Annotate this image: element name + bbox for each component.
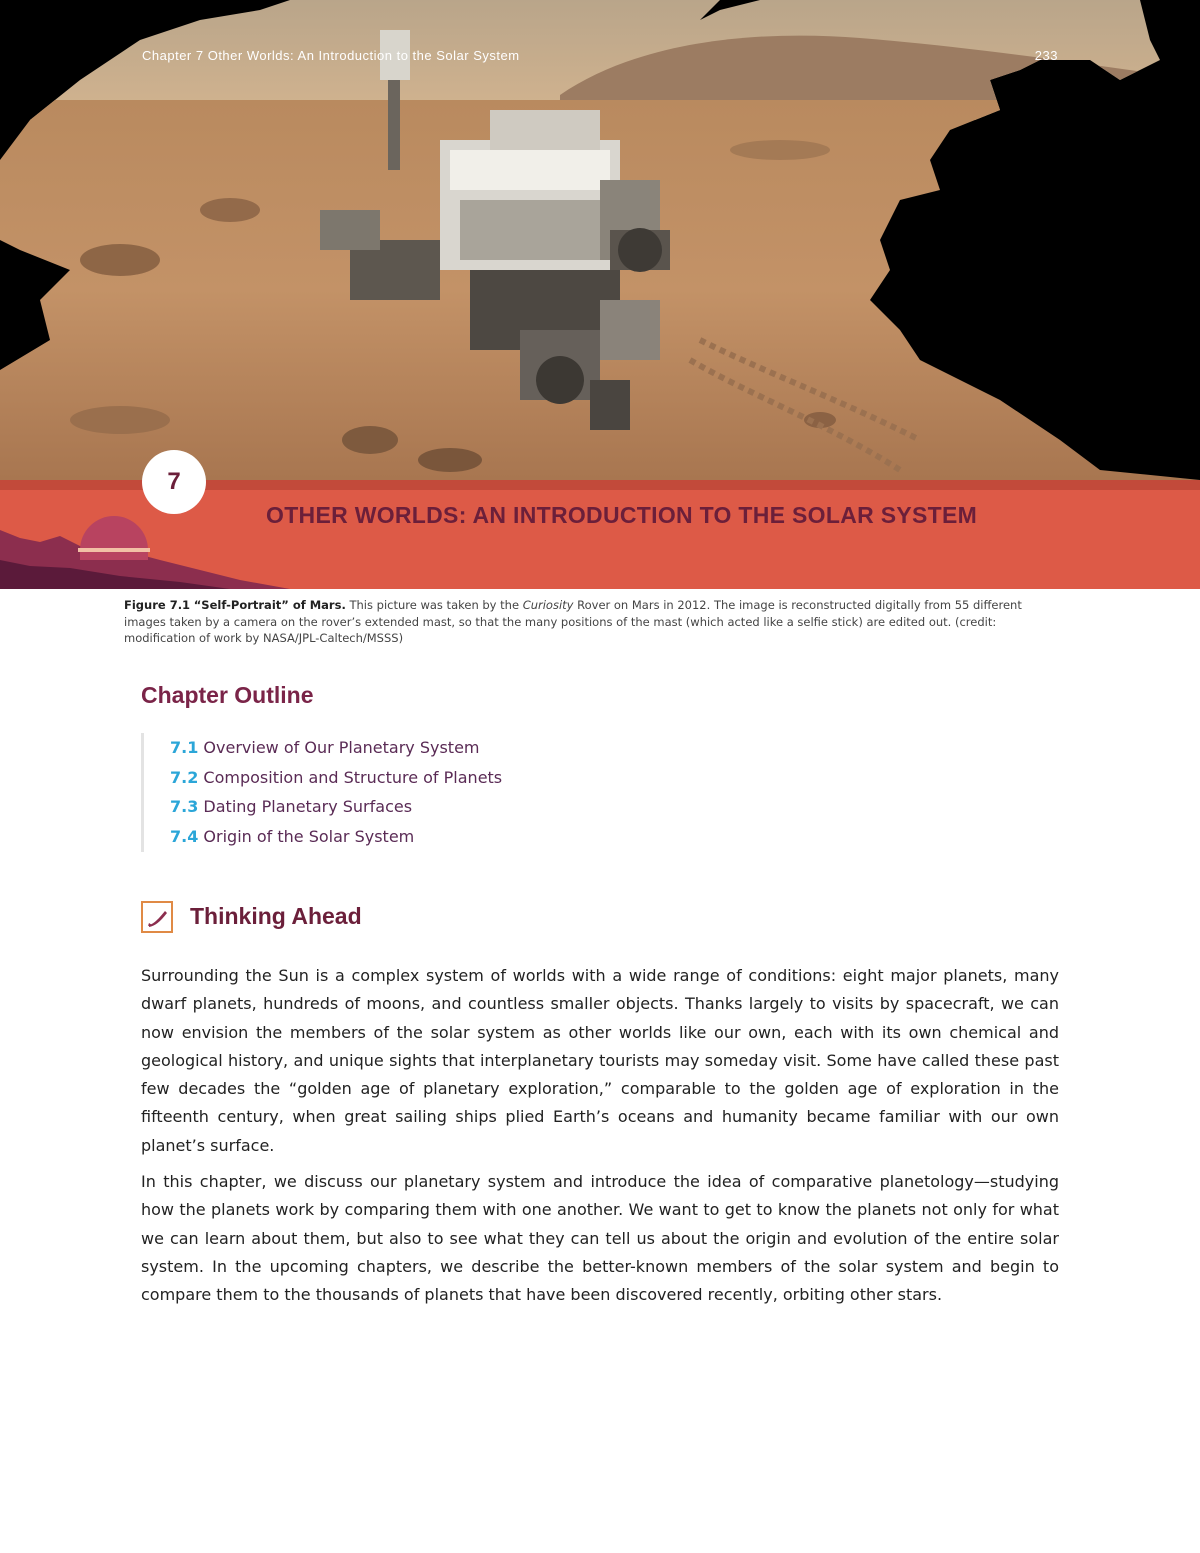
chapter-number-badge [142,450,206,514]
outline-item-number: 7.1 [170,738,199,757]
outline-list [141,733,770,852]
hero-image [0,0,1200,480]
chapter-number: 7 [167,468,181,495]
outline-item[interactable] [170,792,770,822]
running-title: Chapter 7 Other Worlds: An Introduction to the Solar System [142,48,520,63]
outline-heading: Chapter Outline [141,682,314,708]
outline-item-label: Overview of Our Planetary System [198,738,480,757]
caption-text-1: This picture was taken by the [345,598,523,612]
thinking-ahead-heading: Thinking Ahead [190,903,362,929]
outline-item-label: Dating Planetary Surfaces [198,797,413,817]
outline-item-label: Origin of the Solar System [198,827,415,847]
caption-text-2: Rover on Mars in 2012. The image is reconstructed digitally from 55 different images taken by a camera on the rover’s extended mast, so that the many positions of the mast (which acted like a selfie stick) are edited out. (credit: modification of work by NASA/JPL-Caltech/MSSS) [124,598,1022,645]
outline-item-number: 7.3 [170,797,199,817]
outline-item[interactable] [170,733,770,763]
body-text [141,962,1059,1318]
figure-label: Figure 7.1 [124,598,191,612]
outline-item[interactable] [170,822,770,852]
outline-item[interactable] [170,763,770,793]
figure-caption [124,597,1044,647]
page-number: 233 [1034,48,1058,63]
body-paragraph: Surrounding the Sun is a complex system of worlds with a wide range of conditions: eight major planets, many dwarf planets, hundreds of moons, and countless smaller objects. Thanks largely to visits by spacecraft, we can now envision the members of the solar system as other worlds like our own, each with its own chemical and geological history, and unique sights that interplanetary tourists may someday visit. Some have called these past few decades the “golden age of planetary exploration,” comparable to the golden age of exploration in the fifteenth century, when great sailing ships plied Earth’s oceans and humanity became familiar with our own planet’s surface. [141,966,1059,1155]
outline-item-number: 7.2 [170,767,199,787]
mars-rover-selfie-image [0,0,1200,480]
caption-emphasis: Curiosity [522,598,574,612]
outline-item-number: 7.4 [170,827,199,847]
body-paragraph: In this chapter, we discuss our planetary system and introduce the idea of comparative planetology—studying how the planets work by comparing them with one another. We want to get to know the planets not only for what we can learn about them, but also to see what they can tell us about the origin and evolution of the entire solar system. In the upcoming chapters, we describe the better-known members of the solar system and begin to compare them to the thousands of planets that have been discovered recently, orbiting other stars. [141,1172,1059,1305]
outline-item-label: Composition and Structure of Planets [198,767,503,787]
chapter-title: OTHER WORLDS: AN INTRODUCTION TO THE SOLAR SYSTEM [266,502,978,528]
pencil-icon [141,901,173,933]
figure-title: “Self-Portrait” of Mars. [193,598,346,612]
